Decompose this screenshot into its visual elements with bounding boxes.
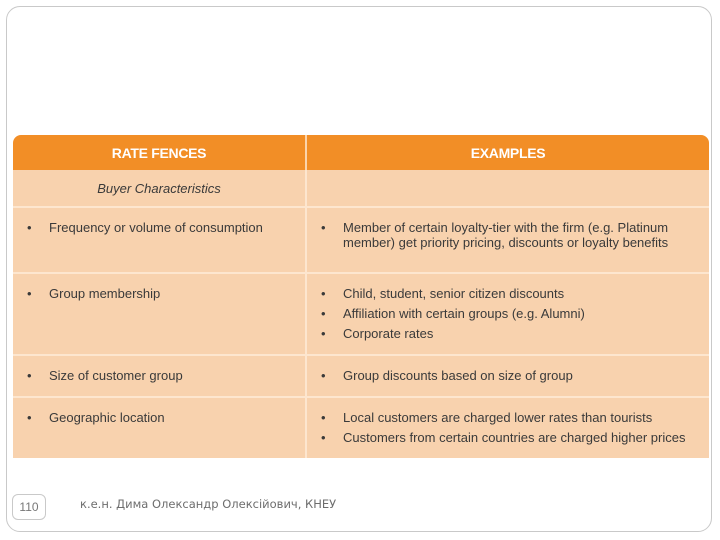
fence-label: • Frequency or volume of consumption xyxy=(23,220,295,235)
rate-fences-table xyxy=(13,135,709,458)
example-item: • Affiliation with certain groups (e.g. Alumni) xyxy=(317,306,699,321)
table-row xyxy=(13,272,709,354)
fence-label: • Geographic location xyxy=(23,410,295,425)
subheader-row xyxy=(13,170,709,206)
fence-cell xyxy=(13,206,307,272)
examples-cell xyxy=(307,206,709,272)
subheader-buyer-characteristics: Buyer Characteristics xyxy=(13,170,307,206)
example-item: • Corporate rates xyxy=(317,326,699,341)
table-row xyxy=(13,206,709,272)
examples-cell xyxy=(307,354,709,396)
footer-author: к.е.н. Дима Олександр Олексійович, КНЕУ xyxy=(80,497,337,511)
example-item: • Member of certain loyalty-tier with the firm (e.g. Platinum member) get priority pricing, discounts or loyalty benefits xyxy=(317,220,699,250)
example-item: • Local customers are charged lower rates than tourists xyxy=(317,410,699,425)
examples-cell xyxy=(307,396,709,458)
header-examples: EXAMPLES xyxy=(307,135,709,170)
fence-label: • Group membership xyxy=(23,286,295,301)
fence-cell xyxy=(13,272,307,354)
example-item: • Child, student, senior citizen discounts xyxy=(317,286,699,301)
subheader-empty-cell xyxy=(307,170,709,206)
table-row xyxy=(13,354,709,396)
fence-label: • Size of customer group xyxy=(23,368,295,383)
table-row xyxy=(13,396,709,458)
example-item: • Group discounts based on size of group xyxy=(317,368,699,383)
fence-cell xyxy=(13,354,307,396)
table-header-row xyxy=(13,135,709,170)
fence-cell xyxy=(13,396,307,458)
header-rate-fences: RATE FENCES xyxy=(13,135,307,170)
example-item: • Customers from certain countries are charged higher prices xyxy=(317,430,699,445)
examples-cell xyxy=(307,272,709,354)
slide-number: 110 xyxy=(12,494,46,520)
